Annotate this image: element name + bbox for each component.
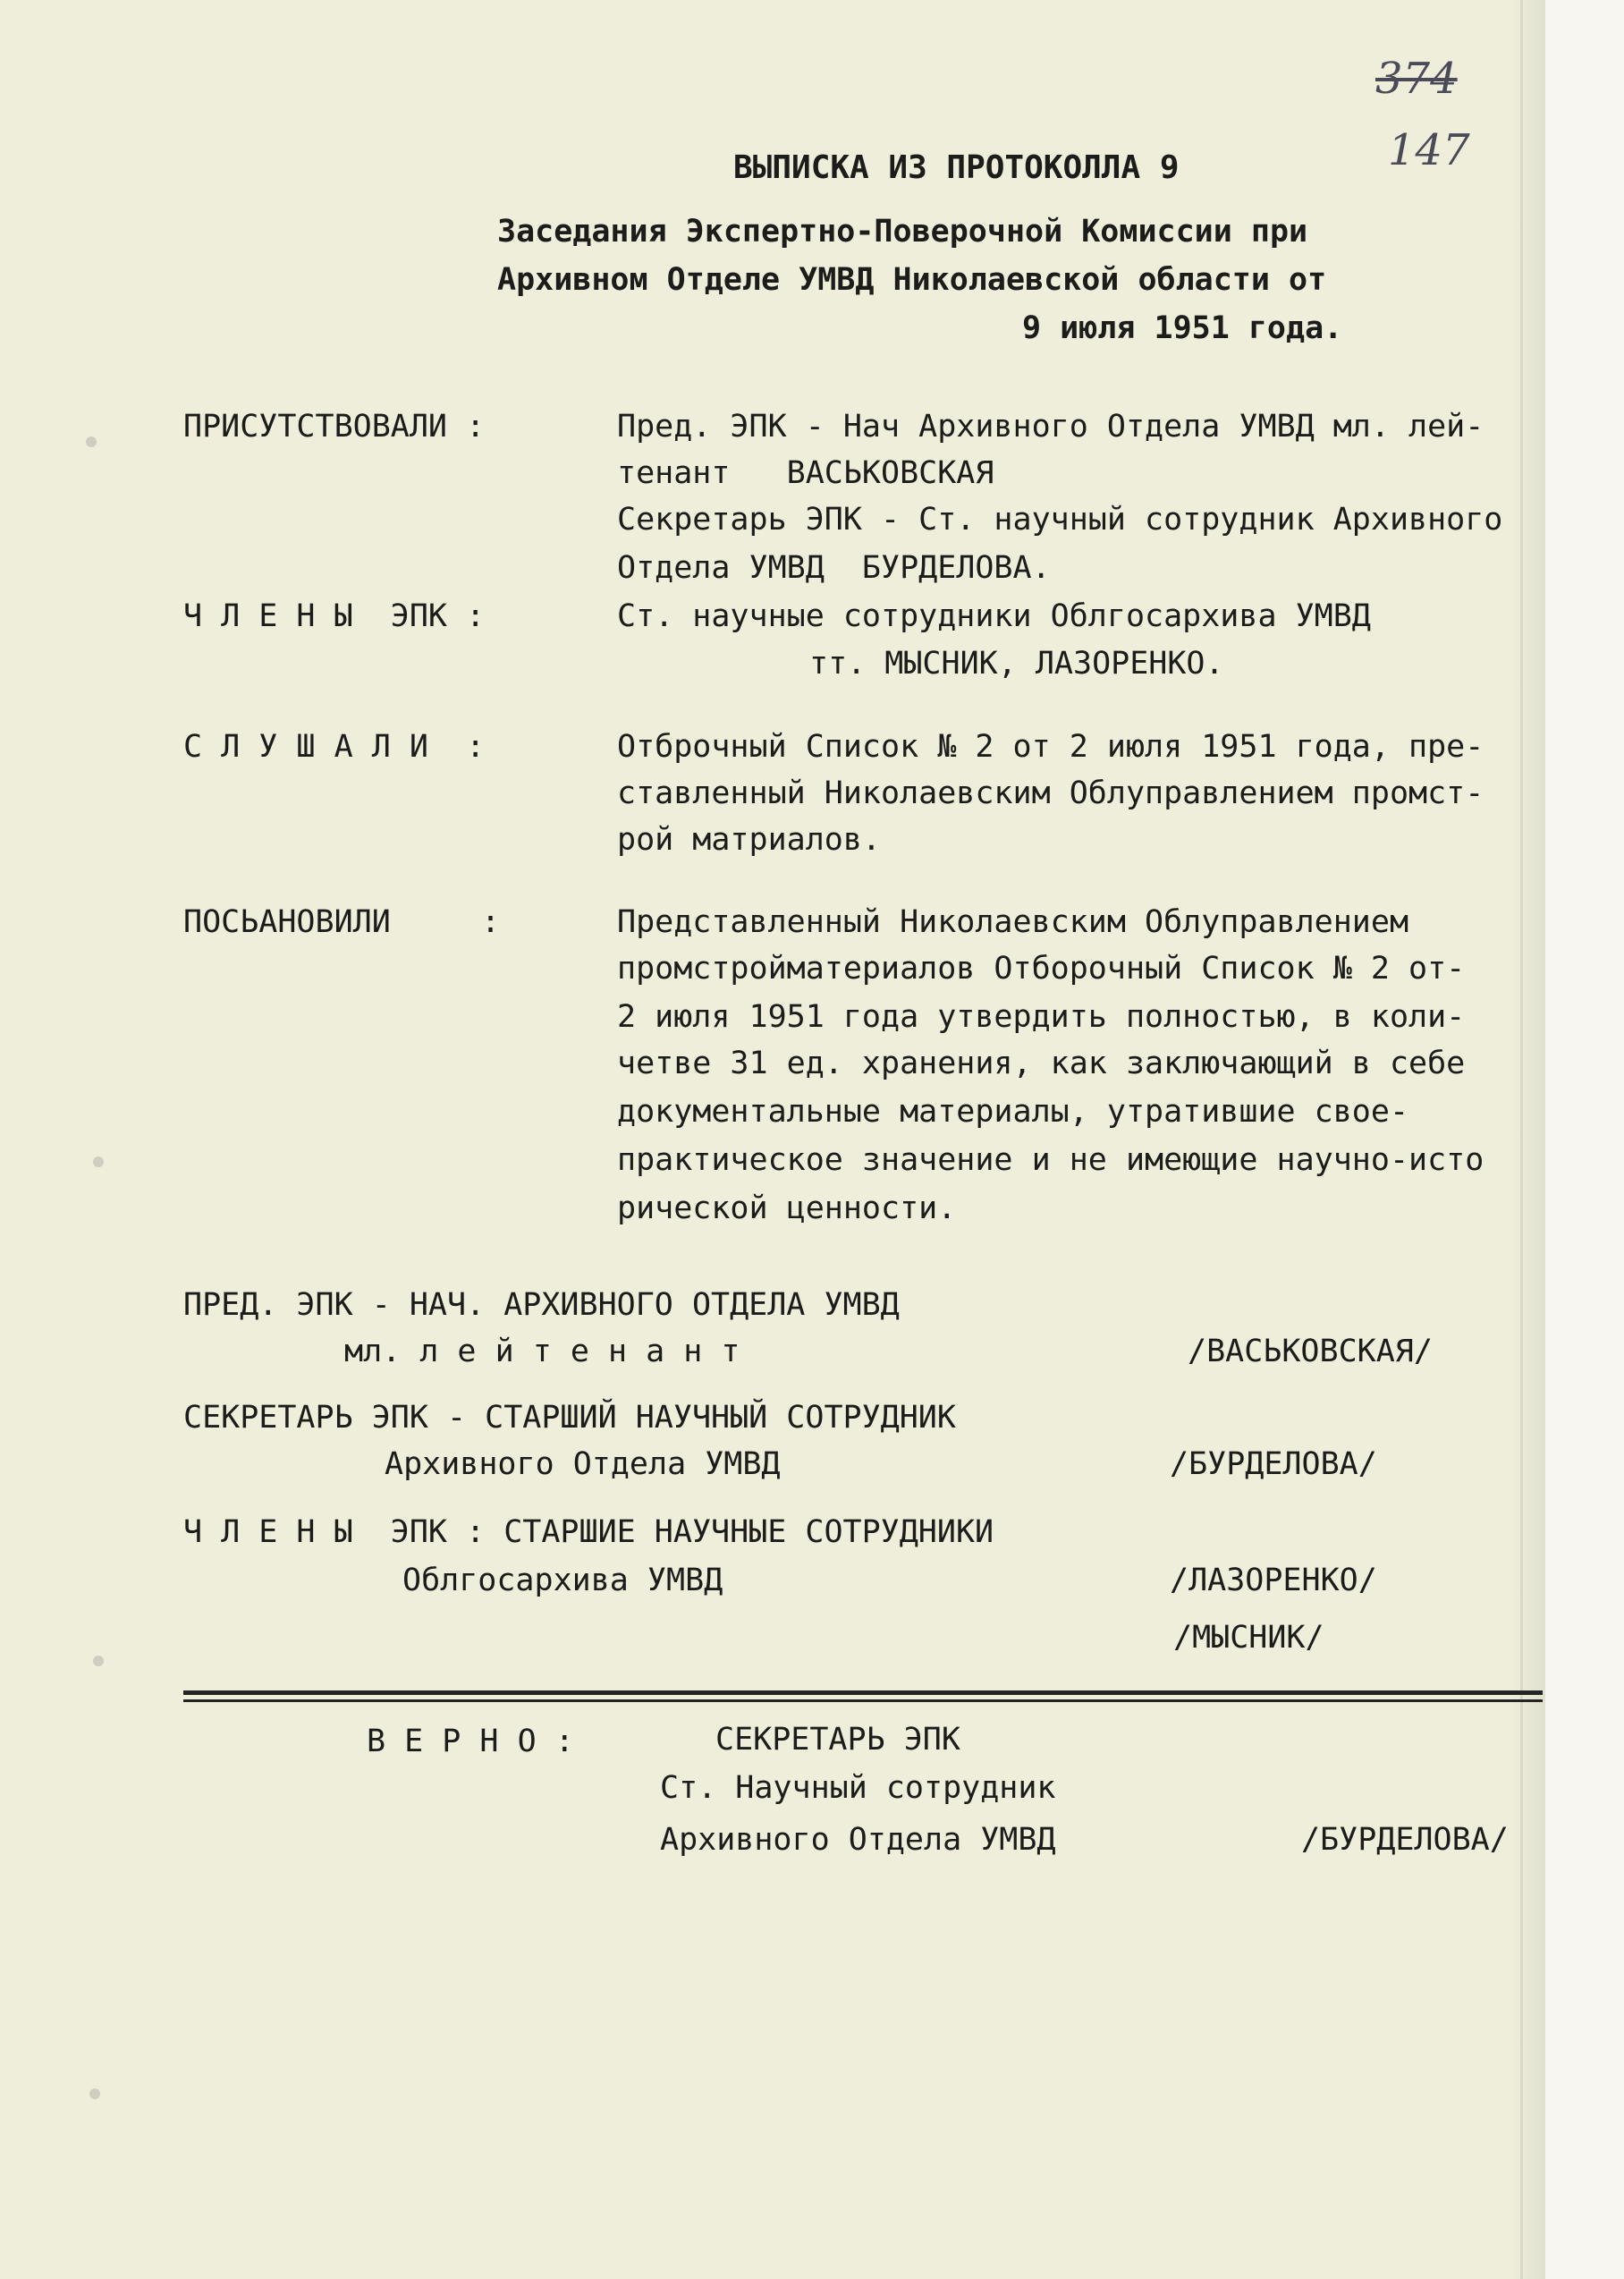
page-edge-shadow bbox=[1511, 0, 1545, 2279]
resolved-line: промстройматериалов Отборочный Список № 2 от- bbox=[617, 951, 1466, 987]
members-line: Ст. научные сотрудники Облгосархива УМВД bbox=[617, 598, 1371, 634]
separator-rule bbox=[183, 1690, 1543, 1695]
backing-edge bbox=[1520, 0, 1523, 2279]
backing-sheet bbox=[1545, 0, 1624, 2279]
heard-line: Отброчный Список № 2 от 2 июля 1951 года, пре- bbox=[617, 729, 1484, 765]
separator-rule bbox=[183, 1699, 1543, 1702]
secretary-name: /БУРДЕЛОВА/ bbox=[1170, 1446, 1377, 1482]
archive-sheet-number-old: 374 bbox=[1375, 54, 1458, 104]
certified-label: В Е Р Н О : bbox=[367, 1724, 574, 1759]
heard-label: С Л У Ш А Л И : bbox=[183, 729, 486, 765]
resolved-line: 2 июля 1951 года утвердить полностью, в коли- bbox=[617, 999, 1466, 1035]
chair-title: ПРЕД. ЭПК - НАЧ. АРХИВНОГО ОТДЕЛА УМВД bbox=[183, 1287, 900, 1323]
secretary-title: СЕКРЕТАРЬ ЭПК - СТАРШИЙ НАУЧНЫЙ СОТРУДНИК bbox=[183, 1400, 956, 1436]
present-line: Пред. ЭПК - Нач Архивного Отдела УМВД мл. лей- bbox=[617, 409, 1484, 445]
members-label: Ч Л Е Н Ы ЭПК : bbox=[183, 598, 486, 634]
archive-sheet-number: 147 bbox=[1388, 125, 1470, 175]
certified-line: Ст. Научный сотрудник bbox=[660, 1770, 1056, 1806]
present-line: Секретарь ЭПК - Ст. научный сотрудник Архивного bbox=[617, 502, 1503, 538]
certified-line: СЕКРЕТАРЬ ЭПК bbox=[715, 1722, 960, 1758]
resolved-line: документальные материалы, утратившие свое- bbox=[617, 1094, 1409, 1130]
document-title: ВЫПИСКА ИЗ ПРОТОКОЛЛА 9 bbox=[733, 149, 1180, 186]
punch-hole bbox=[93, 1656, 104, 1666]
member-name: /ЛАЗОРЕНКО/ bbox=[1170, 1563, 1377, 1598]
present-label: ПРИСУТСТВОВАЛИ : bbox=[183, 409, 486, 445]
certified-line: Архивного Отдела УМВД bbox=[660, 1822, 1056, 1858]
secretary-dept: Архивного Отдела УМВД bbox=[385, 1446, 781, 1482]
header-date: 9 июля 1951 года. bbox=[1022, 310, 1343, 346]
header-line-2: Архивном Отделе УМВД Николаевской области от bbox=[497, 262, 1327, 298]
members-signature-title: Ч Л Е Н Ы ЭПК : СТАРШИЕ НАУЧНЫЕ СОТРУДНИКИ bbox=[183, 1514, 994, 1550]
punch-hole bbox=[89, 2088, 100, 2099]
members-signature-dept: Облгосархива УМВД bbox=[402, 1563, 723, 1598]
resolved-line: Представленный Николаевским Облуправлением bbox=[617, 904, 1409, 940]
heard-line: ставленный Николаевским Облуправлением промст- bbox=[617, 775, 1484, 811]
chair-rank: мл. л е й т е н а н т bbox=[344, 1334, 740, 1369]
resolved-colon: : bbox=[481, 904, 501, 940]
resolved-line: рической ценности. bbox=[617, 1190, 957, 1226]
chair-name: /ВАСЬКОВСКАЯ/ bbox=[1188, 1334, 1433, 1369]
present-line: Отдела УМВД БУРДЕЛОВА. bbox=[617, 550, 1051, 586]
resolved-line: четве 31 ед. хранения, как заключающий в себе bbox=[617, 1046, 1466, 1081]
certified-name: /БУРДЕЛОВА/ bbox=[1301, 1822, 1509, 1858]
heard-line: рой матриалов. bbox=[617, 822, 882, 858]
present-line: тенант ВАСЬКОВСКАЯ bbox=[617, 455, 994, 491]
members-line: тт. МЫСНИК, ЛАЗОРЕНКО. bbox=[809, 646, 1224, 682]
member-name: /МЫСНИК/ bbox=[1173, 1620, 1324, 1656]
resolved-line: практическое значение и не имеющие научно-исто bbox=[617, 1142, 1484, 1178]
punch-hole bbox=[93, 1156, 104, 1167]
resolved-label: ПОСЬАНОВИЛИ bbox=[183, 904, 391, 940]
punch-hole bbox=[86, 436, 97, 447]
header-line-1: Заседания Экспертно-Поверочной Комиссии при bbox=[497, 214, 1308, 250]
